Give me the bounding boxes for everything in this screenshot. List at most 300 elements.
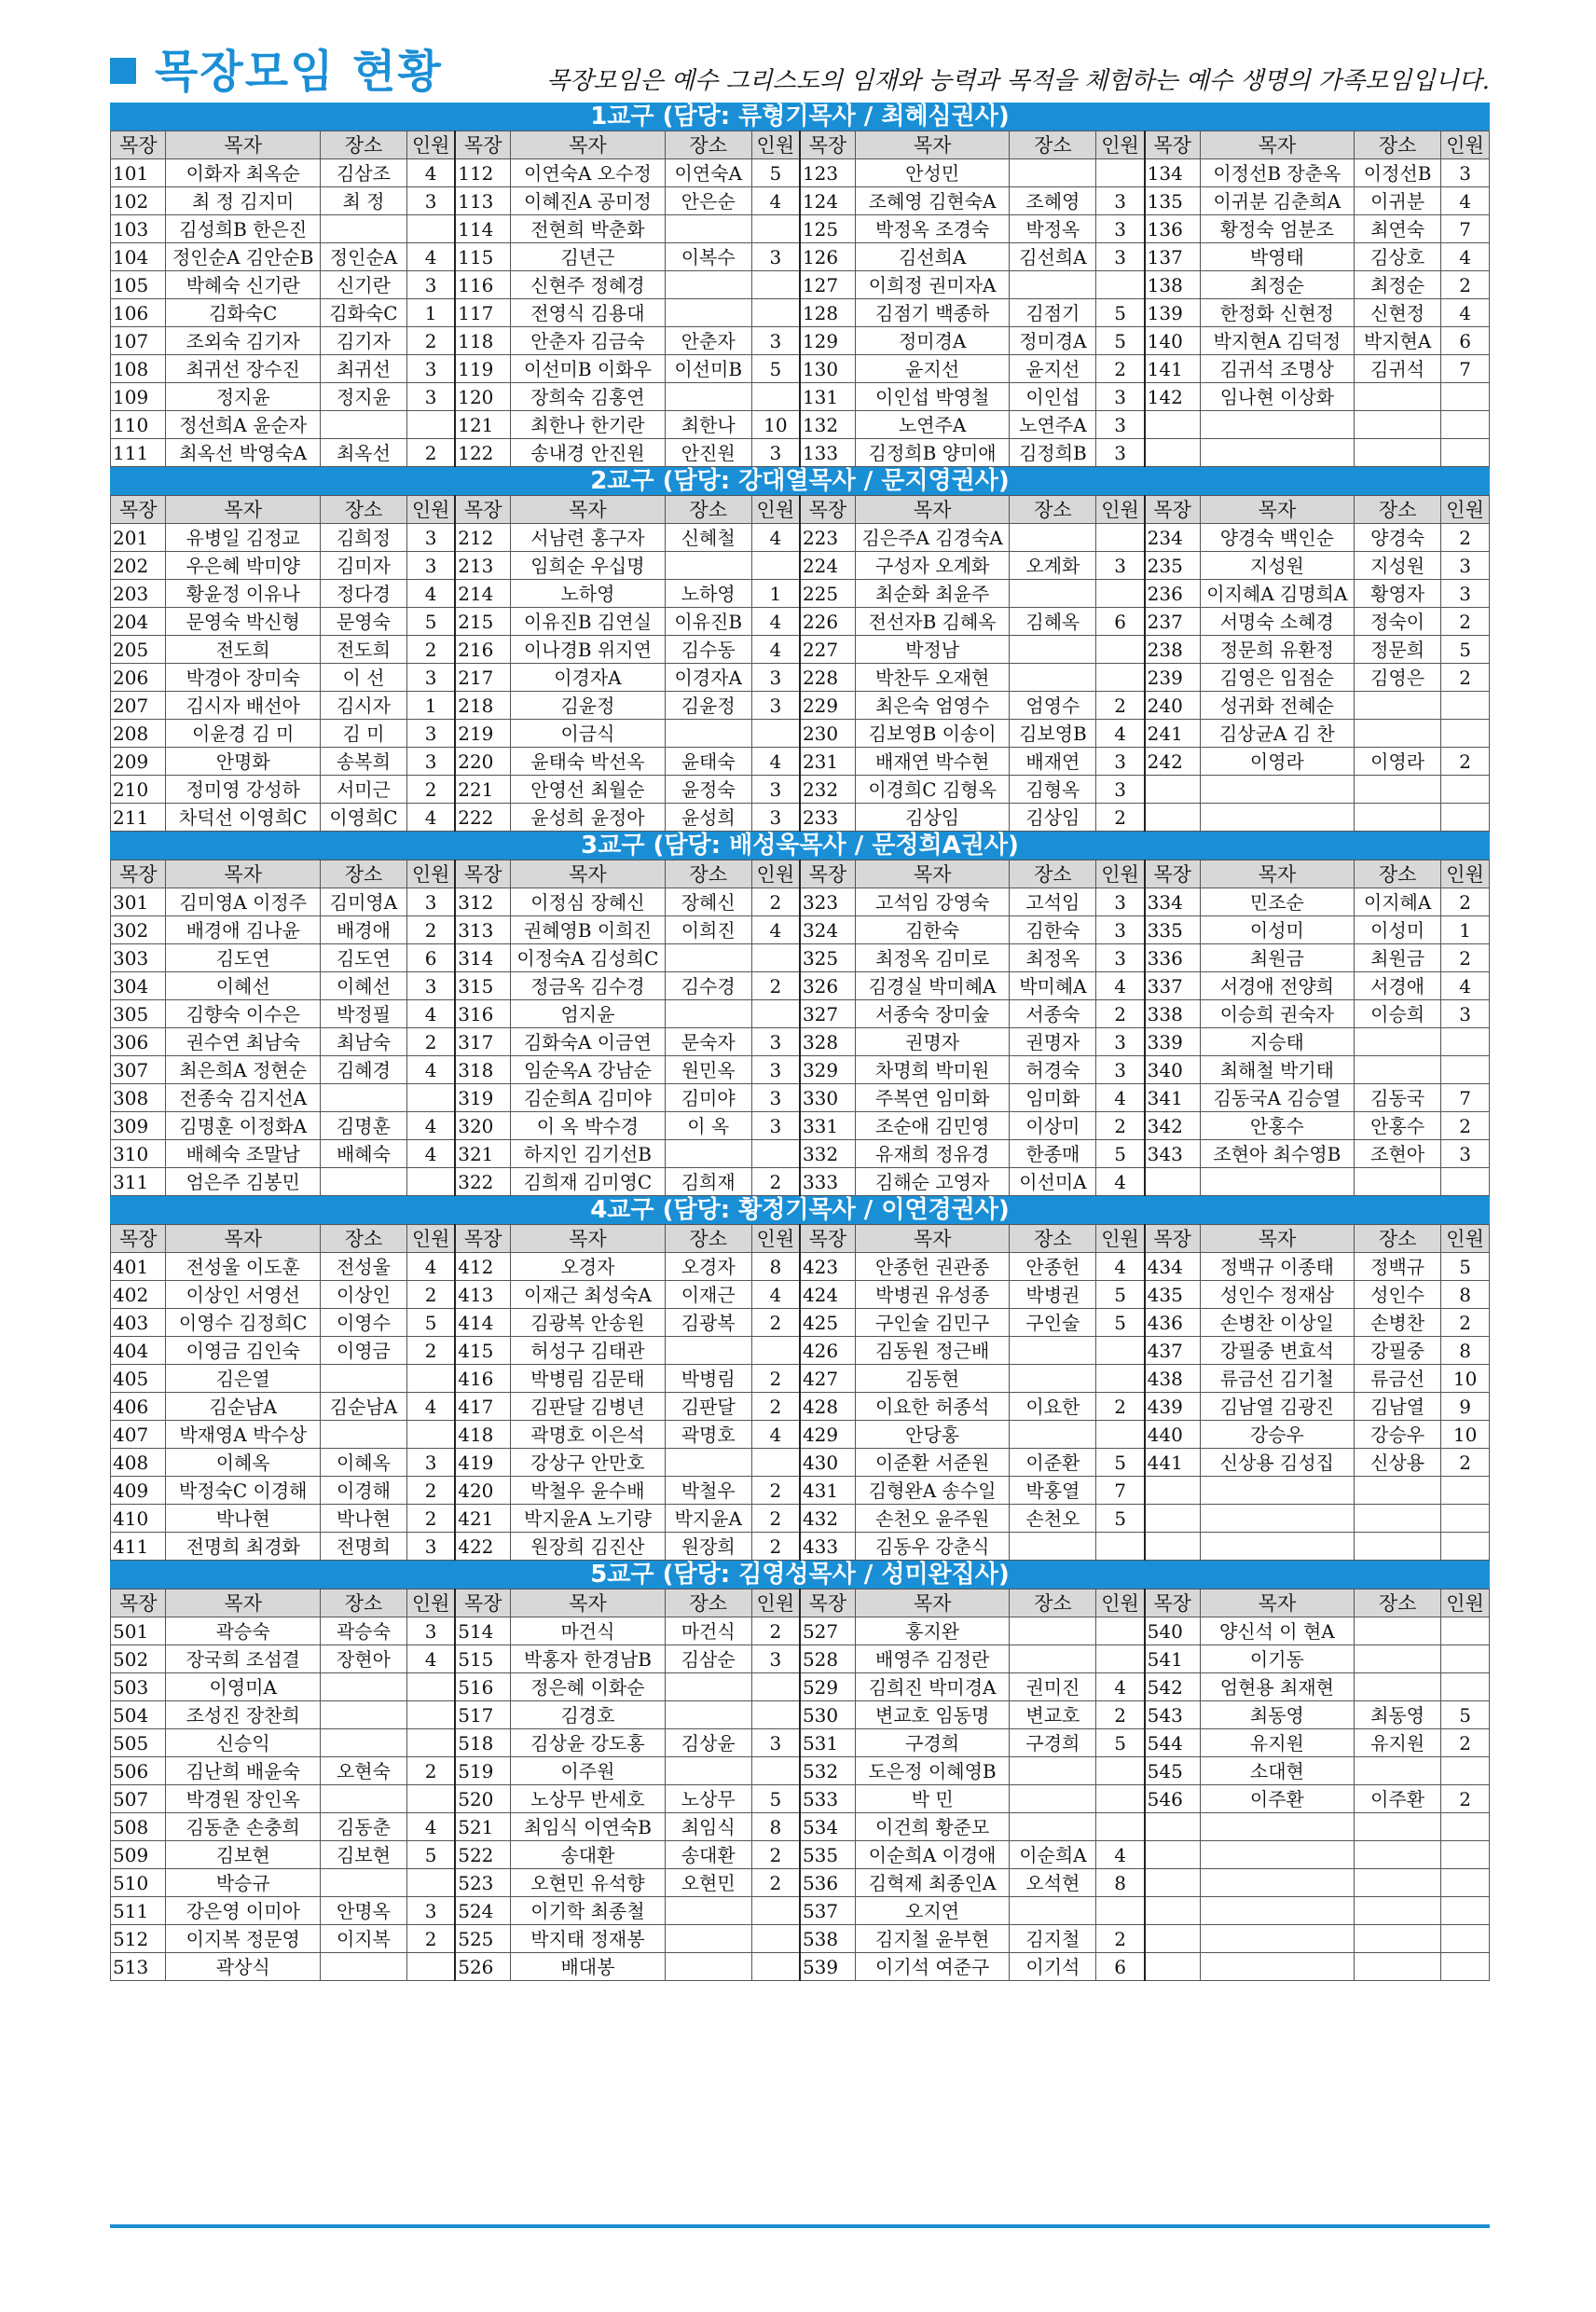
group-number	[1145, 1953, 1200, 1981]
meeting-place: 정인순A	[320, 243, 406, 271]
group-leaders: 김혁제 최종인A	[855, 1869, 1009, 1897]
member-count: 4	[407, 804, 456, 832]
table-row	[111, 383, 1490, 411]
column-header-count: 인원	[407, 860, 456, 888]
meeting-place: 최연숙	[1355, 215, 1441, 243]
group-number: 219	[455, 720, 510, 748]
meeting-place	[665, 1140, 751, 1168]
column-header-place: 장소	[665, 496, 751, 524]
group-leaders: 김상윤 강도홍	[511, 1729, 665, 1757]
group-number: 136	[1145, 215, 1200, 243]
group-number: 545	[1145, 1757, 1200, 1785]
member-count	[407, 1421, 456, 1449]
table-row	[111, 1449, 1490, 1477]
meeting-place: 노연주A	[1010, 411, 1096, 439]
group-leaders: 김광복 안송원	[511, 1309, 665, 1337]
table-row	[111, 1337, 1490, 1365]
group-number	[1145, 1533, 1200, 1561]
member-count	[1441, 411, 1490, 439]
member-count	[751, 1673, 800, 1701]
member-count: 4	[751, 524, 800, 552]
group-number: 343	[1145, 1140, 1200, 1168]
member-count: 1	[1441, 916, 1490, 944]
group-leaders: 최은희A 정현순	[166, 1056, 320, 1084]
meeting-place	[320, 1084, 406, 1112]
meeting-place: 김광복	[665, 1309, 751, 1337]
group-leaders: 강상구 안만호	[511, 1449, 665, 1477]
column-header-no: 목장	[111, 1590, 166, 1617]
group-number: 110	[111, 411, 166, 439]
group-leaders	[1200, 1505, 1354, 1533]
group-leaders: 안홍수	[1200, 1112, 1354, 1140]
group-number: 416	[455, 1365, 510, 1393]
meeting-place: 이상미	[1010, 1112, 1096, 1140]
group-number: 419	[455, 1449, 510, 1477]
meeting-place: 안종헌	[1010, 1253, 1096, 1281]
member-count: 6	[1096, 608, 1145, 636]
meeting-place: 이상인	[320, 1281, 406, 1309]
member-count: 4	[407, 1056, 456, 1084]
group-leaders: 김경호	[511, 1701, 665, 1729]
member-count	[1096, 1813, 1145, 1841]
group-leaders: 김난희 배윤숙	[166, 1757, 320, 1785]
meeting-place	[1010, 1897, 1096, 1925]
column-header-pastor: 목자	[855, 1590, 1009, 1617]
column-header-pastor: 목자	[166, 131, 320, 159]
meeting-place: 윤성희	[665, 804, 751, 832]
meeting-place: 배혜숙	[320, 1140, 406, 1168]
group-number: 527	[800, 1617, 855, 1645]
table-row	[111, 580, 1490, 608]
meeting-place: 고석임	[1010, 888, 1096, 916]
group-number: 113	[455, 187, 510, 215]
district-list	[110, 103, 1490, 1981]
meeting-place: 김동춘	[320, 1813, 406, 1841]
group-number: 431	[800, 1477, 855, 1505]
district-banner: 3교구 (담당: 배성욱목사 / 문정희A권사)	[110, 832, 1490, 860]
member-count	[751, 299, 800, 327]
group-number: 109	[111, 383, 166, 411]
member-count: 2	[751, 972, 800, 1000]
group-number: 520	[455, 1785, 510, 1813]
group-number: 439	[1145, 1393, 1200, 1421]
group-leaders: 배영주 김정란	[855, 1645, 1009, 1673]
member-count: 4	[407, 1000, 456, 1028]
member-count	[1096, 664, 1145, 692]
meeting-place: 김미야	[665, 1084, 751, 1112]
table-header-row	[111, 131, 1490, 159]
column-header-no: 목장	[111, 1225, 166, 1253]
group-leaders: 이지복 정문영	[166, 1925, 320, 1953]
group-leaders: 구성자 오계화	[855, 552, 1009, 580]
group-leaders: 김상임	[855, 804, 1009, 832]
group-leaders: 손병찬 이상일	[1200, 1309, 1354, 1337]
member-count: 7	[1441, 1084, 1490, 1112]
group-number: 405	[111, 1365, 166, 1393]
meeting-place	[665, 215, 751, 243]
member-count: 2	[1096, 1000, 1145, 1028]
group-number: 517	[455, 1701, 510, 1729]
group-leaders: 배경애 김나윤	[166, 916, 320, 944]
meeting-place: 오현민	[665, 1869, 751, 1897]
group-leaders: 정문희 유환정	[1200, 636, 1354, 664]
meeting-place: 김상윤	[665, 1729, 751, 1757]
group-number: 125	[800, 215, 855, 243]
member-count: 6	[1096, 1953, 1145, 1981]
group-leaders: 오지연	[855, 1897, 1009, 1925]
group-number: 312	[455, 888, 510, 916]
group-leaders: 정선희A 윤순자	[166, 411, 320, 439]
table-row	[111, 439, 1490, 467]
group-leaders: 전명희 최경화	[166, 1533, 320, 1561]
meeting-place	[320, 411, 406, 439]
group-leaders: 서남련 홍구자	[511, 524, 665, 552]
group-number: 116	[455, 271, 510, 299]
group-number: 407	[111, 1421, 166, 1449]
column-header-count: 인원	[751, 496, 800, 524]
meeting-place: 배경애	[320, 916, 406, 944]
group-number: 102	[111, 187, 166, 215]
meeting-place: 문영숙	[320, 608, 406, 636]
group-number: 513	[111, 1953, 166, 1981]
member-count: 4	[1441, 187, 1490, 215]
member-count: 3	[1096, 215, 1145, 243]
group-number: 525	[455, 1925, 510, 1953]
table-header-row	[111, 860, 1490, 888]
group-number: 201	[111, 524, 166, 552]
member-count: 3	[407, 1617, 456, 1645]
member-count: 1	[751, 580, 800, 608]
group-leaders: 조순애 김민영	[855, 1112, 1009, 1140]
group-leaders: 김해순 고영자	[855, 1168, 1009, 1196]
member-count: 3	[1096, 439, 1145, 467]
group-number: 420	[455, 1477, 510, 1505]
column-header-place: 장소	[665, 1590, 751, 1617]
meeting-place	[1355, 804, 1441, 832]
group-number: 328	[800, 1028, 855, 1056]
group-number: 406	[111, 1393, 166, 1421]
meeting-place	[1355, 1505, 1441, 1533]
group-leaders: 배혜숙 조말남	[166, 1140, 320, 1168]
meeting-place: 손천오	[1010, 1505, 1096, 1533]
column-header-place: 장소	[320, 860, 406, 888]
column-header-count: 인원	[751, 1590, 800, 1617]
member-count: 3	[1096, 916, 1145, 944]
group-number: 514	[455, 1617, 510, 1645]
member-count	[1096, 1365, 1145, 1393]
column-header-count: 인원	[1096, 131, 1145, 159]
group-leaders: 오경자	[511, 1253, 665, 1281]
table-row	[111, 1393, 1490, 1421]
group-leaders: 정은혜 이화순	[511, 1673, 665, 1701]
member-count: 4	[407, 1813, 456, 1841]
table-row	[111, 1785, 1490, 1813]
group-number: 231	[800, 748, 855, 776]
meeting-place: 이영수	[320, 1309, 406, 1337]
group-number: 441	[1145, 1449, 1200, 1477]
table-row	[111, 1140, 1490, 1168]
group-number	[1145, 1168, 1200, 1196]
group-number: 506	[111, 1757, 166, 1785]
group-leaders	[1200, 411, 1354, 439]
meeting-place: 정숙이	[1355, 608, 1441, 636]
group-leaders: 김동현	[855, 1365, 1009, 1393]
group-leaders: 유지원	[1200, 1729, 1354, 1757]
group-leaders: 이나경B 위지연	[511, 636, 665, 664]
table-row	[111, 1645, 1490, 1673]
member-count: 5	[751, 159, 800, 187]
column-header-place: 장소	[1355, 131, 1441, 159]
member-count: 3	[1096, 243, 1145, 271]
member-count: 2	[407, 916, 456, 944]
group-leaders: 박지태 정재봉	[511, 1925, 665, 1953]
group-leaders: 안당홍	[855, 1421, 1009, 1449]
member-count: 4	[751, 608, 800, 636]
member-count	[751, 1897, 800, 1925]
member-count	[751, 944, 800, 972]
group-leaders: 이귀분 김춘희A	[1200, 187, 1354, 215]
member-count: 6	[407, 944, 456, 972]
member-count	[1441, 1897, 1490, 1925]
group-number: 535	[800, 1841, 855, 1869]
meeting-place: 김점기	[1010, 299, 1096, 327]
member-count: 4	[1096, 1841, 1145, 1869]
meeting-place	[1355, 1645, 1441, 1673]
group-number: 543	[1145, 1701, 1200, 1729]
group-number: 114	[455, 215, 510, 243]
group-number: 318	[455, 1056, 510, 1084]
meeting-place: 김삼조	[320, 159, 406, 187]
table-row	[111, 916, 1490, 944]
district-table	[110, 495, 1490, 832]
meeting-place: 이영금	[320, 1337, 406, 1365]
table-row	[111, 944, 1490, 972]
group-leaders: 우은혜 박미양	[166, 552, 320, 580]
group-leaders: 권명자	[855, 1028, 1009, 1056]
meeting-place	[320, 1365, 406, 1393]
meeting-place: 이지혜A	[1355, 888, 1441, 916]
meeting-place	[320, 1701, 406, 1729]
meeting-place: 이순희A	[1010, 1841, 1096, 1869]
column-header-pastor: 목자	[166, 860, 320, 888]
group-number	[1145, 1477, 1200, 1505]
column-header-count: 인원	[751, 860, 800, 888]
group-leaders: 김순남A	[166, 1393, 320, 1421]
group-number: 331	[800, 1112, 855, 1140]
member-count: 5	[1096, 1449, 1145, 1477]
member-count: 5	[1441, 1701, 1490, 1729]
meeting-place: 권명자	[1010, 1028, 1096, 1056]
district-table	[110, 860, 1490, 1196]
group-number: 428	[800, 1393, 855, 1421]
group-leaders: 정미영 강성하	[166, 776, 320, 804]
meeting-place: 원민옥	[665, 1056, 751, 1084]
meeting-place: 김수동	[665, 636, 751, 664]
member-count: 5	[407, 1841, 456, 1869]
meeting-place	[1355, 1477, 1441, 1505]
group-number: 211	[111, 804, 166, 832]
member-count: 3	[1096, 944, 1145, 972]
group-number: 242	[1145, 748, 1200, 776]
meeting-place: 최정옥	[1010, 944, 1096, 972]
group-number: 142	[1145, 383, 1200, 411]
group-leaders: 이선미B 이화우	[511, 355, 665, 383]
member-count: 5	[1096, 1729, 1145, 1757]
meeting-place: 김도연	[320, 944, 406, 972]
member-count	[1441, 1869, 1490, 1897]
group-leaders: 박병림 김문태	[511, 1365, 665, 1393]
column-header-no: 목장	[1145, 131, 1200, 159]
member-count: 7	[1441, 355, 1490, 383]
group-number: 117	[455, 299, 510, 327]
group-number: 315	[455, 972, 510, 1000]
group-leaders: 김시자 배선아	[166, 692, 320, 720]
group-leaders: 전영식 김용대	[511, 299, 665, 327]
meeting-place: 김판달	[665, 1393, 751, 1421]
meeting-place: 조현아	[1355, 1140, 1441, 1168]
member-count: 4	[751, 1281, 800, 1309]
group-number: 304	[111, 972, 166, 1000]
table-row	[111, 1309, 1490, 1337]
group-number: 233	[800, 804, 855, 832]
group-number	[1145, 1505, 1200, 1533]
member-count: 1	[407, 692, 456, 720]
column-header-no: 목장	[455, 1225, 510, 1253]
group-number: 422	[455, 1533, 510, 1561]
member-count	[751, 271, 800, 299]
table-row	[111, 804, 1490, 832]
group-number: 542	[1145, 1673, 1200, 1701]
district-table	[110, 1589, 1490, 1981]
group-leaders: 김점기 백종하	[855, 299, 1009, 327]
group-number: 333	[800, 1168, 855, 1196]
member-count	[407, 1084, 456, 1112]
meeting-place: 박병권	[1010, 1281, 1096, 1309]
group-number: 534	[800, 1813, 855, 1841]
group-number: 138	[1145, 271, 1200, 299]
group-leaders: 황윤정 이유나	[166, 580, 320, 608]
meeting-place: 이혜옥	[320, 1449, 406, 1477]
member-count	[1441, 383, 1490, 411]
member-count: 3	[751, 692, 800, 720]
member-count: 5	[407, 1309, 456, 1337]
group-leaders: 배재연 박수현	[855, 748, 1009, 776]
meeting-place: 엄영수	[1010, 692, 1096, 720]
meeting-place	[1010, 1617, 1096, 1645]
member-count	[1441, 1645, 1490, 1673]
table-row	[111, 355, 1490, 383]
group-leaders: 전종숙 김지선A	[166, 1084, 320, 1112]
group-leaders: 김윤정	[511, 692, 665, 720]
member-count: 2	[1441, 524, 1490, 552]
member-count: 2	[1096, 692, 1145, 720]
meeting-place: 김수경	[665, 972, 751, 1000]
meeting-place: 이성미	[1355, 916, 1441, 944]
group-number: 413	[455, 1281, 510, 1309]
group-leaders: 노연주A	[855, 411, 1009, 439]
meeting-place: 김지철	[1010, 1925, 1096, 1953]
group-leaders: 이승희 권숙자	[1200, 1000, 1354, 1028]
meeting-place: 송대환	[665, 1841, 751, 1869]
table-row	[111, 888, 1490, 916]
group-number: 505	[111, 1729, 166, 1757]
group-number: 538	[800, 1925, 855, 1953]
table-row	[111, 1533, 1490, 1561]
member-count: 2	[751, 888, 800, 916]
meeting-place: 최 정	[320, 187, 406, 215]
group-leaders: 이인섭 박영철	[855, 383, 1009, 411]
meeting-place	[1010, 1785, 1096, 1813]
member-count: 3	[751, 1084, 800, 1112]
group-number: 229	[800, 692, 855, 720]
meeting-place: 박정필	[320, 1000, 406, 1028]
member-count	[751, 383, 800, 411]
member-count: 3	[407, 271, 456, 299]
member-count: 4	[407, 580, 456, 608]
meeting-place: 신혜철	[665, 524, 751, 552]
group-number: 118	[455, 327, 510, 355]
group-number: 321	[455, 1140, 510, 1168]
member-count: 2	[751, 1841, 800, 1869]
group-number: 230	[800, 720, 855, 748]
group-number: 310	[111, 1140, 166, 1168]
member-count: 5	[751, 355, 800, 383]
meeting-place: 오석현	[1010, 1869, 1096, 1897]
group-leaders: 최정옥 김미로	[855, 944, 1009, 972]
meeting-place	[1355, 776, 1441, 804]
column-header-place: 장소	[320, 1225, 406, 1253]
group-number: 411	[111, 1533, 166, 1561]
group-number: 222	[455, 804, 510, 832]
group-number: 327	[800, 1000, 855, 1028]
group-number: 121	[455, 411, 510, 439]
group-number: 337	[1145, 972, 1200, 1000]
group-leaders: 김남열 김광진	[1200, 1393, 1354, 1421]
group-leaders: 정백규 이종태	[1200, 1253, 1354, 1281]
group-leaders: 김상균A 김 찬	[1200, 720, 1354, 748]
member-count	[407, 1953, 456, 1981]
column-header-count: 인원	[1441, 860, 1490, 888]
group-number: 436	[1145, 1309, 1200, 1337]
group-number: 531	[800, 1729, 855, 1757]
group-leaders: 이요한 허종석	[855, 1393, 1009, 1421]
group-number: 141	[1145, 355, 1200, 383]
meeting-place: 장혜신	[665, 888, 751, 916]
meeting-place	[1355, 1757, 1441, 1785]
group-leaders: 최 정 김지미	[166, 187, 320, 215]
group-number: 403	[111, 1309, 166, 1337]
group-leaders: 변교호 임동명	[855, 1701, 1009, 1729]
group-number: 316	[455, 1000, 510, 1028]
group-leaders: 이윤경 김 미	[166, 720, 320, 748]
group-number: 202	[111, 552, 166, 580]
column-header-place: 장소	[1355, 1225, 1441, 1253]
column-header-place: 장소	[665, 860, 751, 888]
member-count: 2	[1096, 1393, 1145, 1421]
table-row	[111, 215, 1490, 243]
member-count: 4	[751, 916, 800, 944]
member-count	[1441, 1953, 1490, 1981]
group-number: 127	[800, 271, 855, 299]
member-count: 3	[407, 748, 456, 776]
table-row	[111, 187, 1490, 215]
table-row	[111, 1673, 1490, 1701]
group-leaders: 최동영	[1200, 1701, 1354, 1729]
meeting-place	[320, 1673, 406, 1701]
group-leaders: 노하영	[511, 580, 665, 608]
member-count: 2	[407, 1505, 456, 1533]
member-count: 10	[1441, 1421, 1490, 1449]
